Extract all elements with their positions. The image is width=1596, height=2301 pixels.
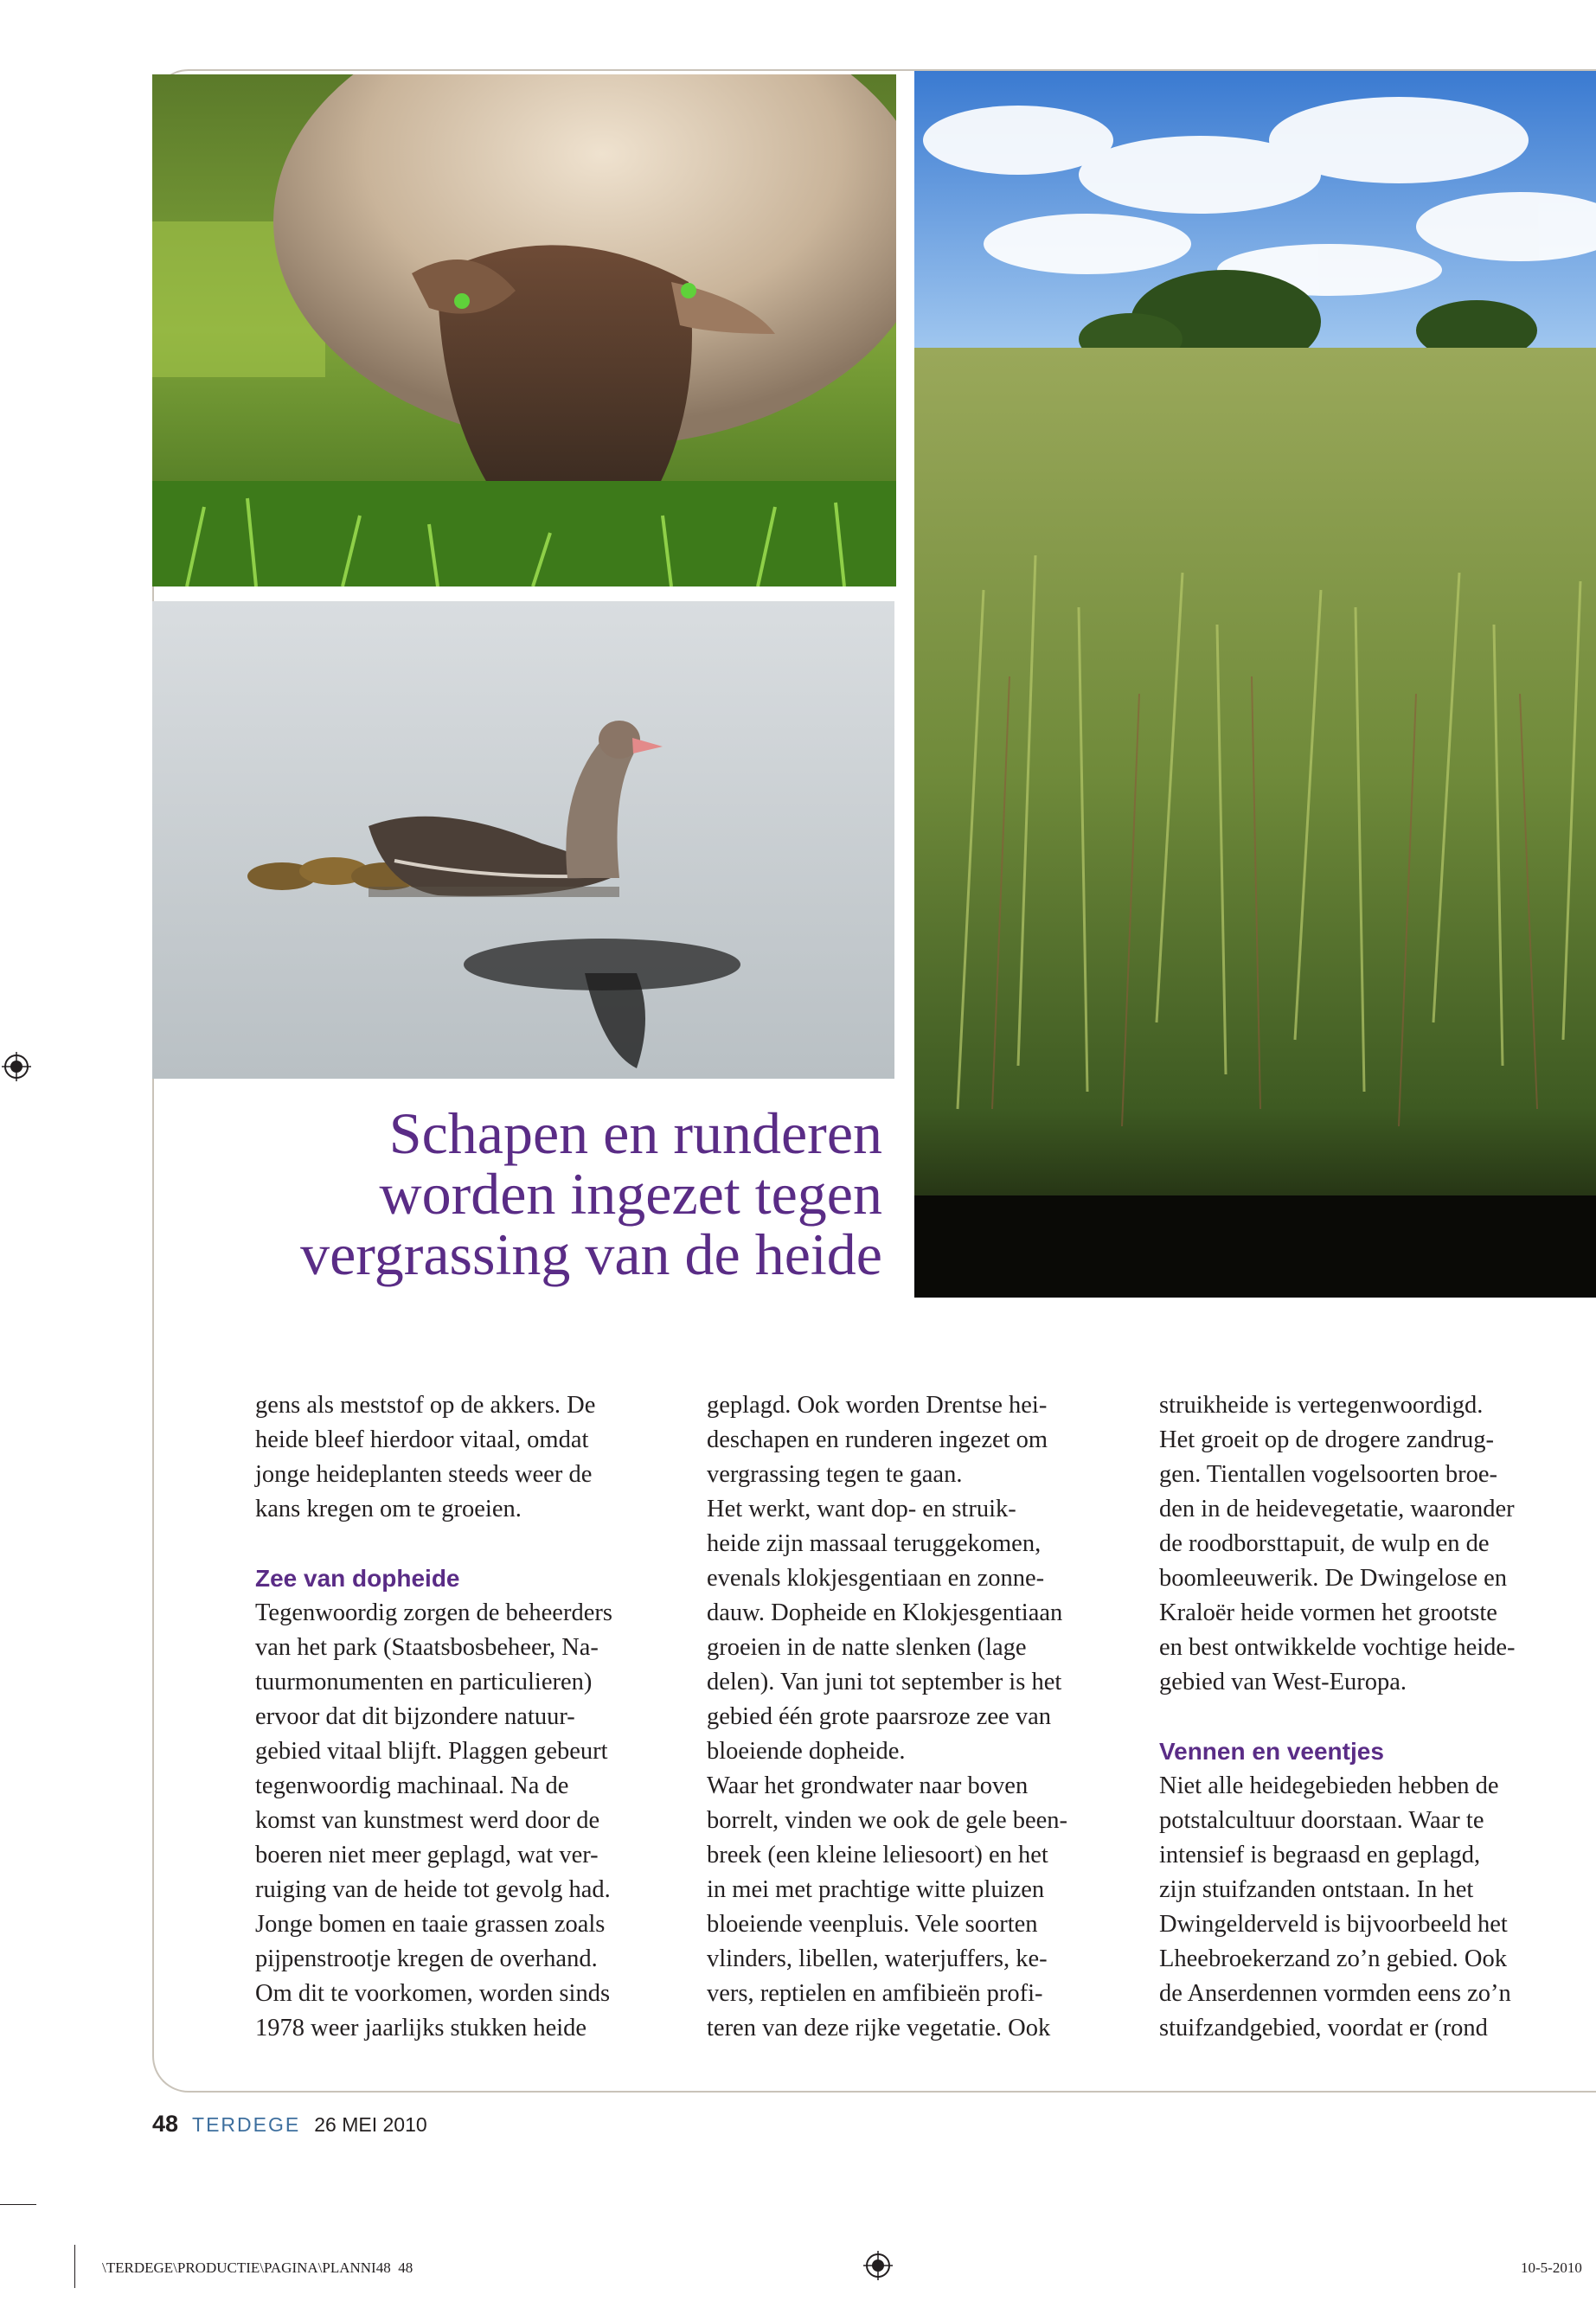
goose-illustration [152, 601, 894, 1079]
heath-photo [914, 71, 1596, 1298]
body-line: breek (een kleine leliesoort) en het [707, 1842, 1048, 1868]
body-line: groeien in de natte slenken (lage [707, 1634, 1027, 1661]
body-line: de roodborsttapuit, de wulp en de [1159, 1530, 1490, 1557]
body-line: gebied één grote paarsroze zee van [707, 1703, 1051, 1730]
body-line: intensief is begraasd en geplagd, [1159, 1842, 1481, 1868]
body-line: heide zijn massaal teruggekomen, [707, 1530, 1042, 1557]
registration-mark-icon [863, 2251, 893, 2280]
body-line: Niet alle heidegebieden hebben de [1159, 1772, 1499, 1799]
page-folio [152, 2111, 427, 2138]
headline-line: Schapen en runderen [388, 1100, 882, 1166]
sheep-illustration [152, 74, 896, 586]
headline-line: vergrassing van de heide [300, 1221, 882, 1287]
body-line: van het park (Staatsbosbeheer, Na- [255, 1634, 599, 1661]
body-line: den in de heidevegetatie, waaronder [1159, 1496, 1515, 1522]
magazine-name: TERDEGE [192, 2113, 301, 2136]
body-line: tegenwoordig machinaal. Na de [255, 1772, 569, 1799]
goose-photo [152, 601, 894, 1079]
body-line: stuifzandgebied, voordat er (rond [1159, 2015, 1488, 2041]
body-line: zijn stuifzanden ontstaan. In het [1159, 1876, 1474, 1903]
body-line: 1978 weer jaarlijks stukken heide [255, 2015, 587, 2041]
body-line: jonge heideplanten steeds weer de [255, 1461, 593, 1488]
body-line: gen. Tientallen vogelsoorten broe- [1159, 1461, 1498, 1488]
body-line: gebied van West-Europa. [1159, 1669, 1407, 1695]
page-number: 48 [152, 2111, 179, 2137]
body-line: teren van deze rijke vegetatie. Ook [707, 2015, 1051, 2041]
body-line: delen). Van juni tot september is het [707, 1669, 1062, 1695]
body-line: Het groeit op de drogere zandrug- [1159, 1426, 1494, 1453]
body-line: struikheide is vertegenwoordigd. [1159, 1392, 1484, 1419]
body-line: de Anserdennen vormden eens zo’n [1159, 1980, 1511, 2007]
body-line: bloeiende veenpluis. Vele soorten [707, 1911, 1038, 1938]
body-line: Kraloër heide vormen het grootste [1159, 1599, 1497, 1626]
body-line: vlinders, libellen, waterjuffers, ke- [707, 1945, 1048, 1972]
text-column-1 [255, 1388, 705, 2046]
body-line: komst van kunstmest werd door de [255, 1807, 600, 1834]
body-line: vergrassing tegen te gaan. [707, 1461, 963, 1488]
body-line: pijpenstrootje kregen de overhand. [255, 1945, 598, 1972]
crop-mark [0, 2204, 36, 2205]
body-line: heide bleef hierdoor vitaal, omdat [255, 1426, 589, 1453]
body-line: ruiging van de heide tot gevolg had. [255, 1876, 611, 1903]
body-line: Tegenwoordig zorgen de beheerders [255, 1599, 612, 1626]
body-line: gens als meststof op de akkers. De [255, 1392, 596, 1419]
body-line: Om dit te voorkomen, worden sinds [255, 1980, 611, 2007]
slug-path: \TERDEGE\PRODUCTIE\PAGINA\PLANNI48 [102, 2259, 391, 2276]
text-column-2 [707, 1388, 1157, 2046]
slug-page: 48 [398, 2259, 413, 2276]
section-heading: Zee van dopheide [255, 1565, 460, 1592]
body-line: en best ontwikkelde vochtige heide- [1159, 1634, 1516, 1661]
body-line: dauw. Dopheide en Klokjesgentiaan [707, 1599, 1063, 1626]
section-heading: Vennen en veentjes [1159, 1738, 1384, 1765]
sheep-photo [152, 74, 896, 586]
body-line: boomleeuwerik. De Dwingelose en [1159, 1565, 1508, 1592]
body-line: borrelt, vinden we ook de gele been- [707, 1807, 1068, 1834]
body-line: deschapen en runderen ingezet om [707, 1426, 1048, 1453]
body-line: Waar het grondwater naar boven [707, 1772, 1029, 1799]
body-line: tuurmonumenten en particulieren) [255, 1669, 593, 1695]
body-line: bloeiende dopheide. [707, 1738, 906, 1765]
body-line: potstalcultuur doorstaan. Waar te [1159, 1807, 1484, 1834]
body-line: boeren niet meer geplagd, wat ver- [255, 1842, 599, 1868]
print-slug-date: 10-5-2010 [1521, 2259, 1582, 2276]
body-line: ervoor dat dit bijzondere natuur- [255, 1703, 575, 1730]
article-headline [199, 1100, 882, 1287]
body-line: Lheebroekerzand zo’n gebied. Ook [1159, 1945, 1507, 1972]
body-line: Dwingelderveld is bijvoorbeeld het [1159, 1911, 1508, 1938]
body-line: evenals klokjesgentiaan en zonne- [707, 1565, 1045, 1592]
heath-illustration [914, 71, 1596, 1298]
body-line: kans kregen om te groeien. [255, 1496, 522, 1522]
body-line: in mei met prachtige witte pluizen [707, 1876, 1045, 1903]
body-line: Jonge bomen en taaie grassen zoals [255, 1911, 606, 1938]
body-line: Het werkt, want dop- en struik- [707, 1496, 1016, 1522]
body-line: gebied vitaal blijft. Plaggen gebeurt [255, 1738, 608, 1765]
headline-line: worden ingezet tegen [379, 1161, 882, 1227]
registration-mark-icon [2, 1052, 31, 1081]
print-slug-path [102, 2259, 413, 2277]
issue-date: 26 MEI 2010 [314, 2113, 427, 2136]
text-column-3 [1159, 1388, 1596, 2046]
body-line: geplagd. Ook worden Drentse hei- [707, 1392, 1048, 1419]
crop-mark [74, 2245, 75, 2288]
body-line: vers, reptielen en amfibieën profi- [707, 1980, 1043, 2007]
